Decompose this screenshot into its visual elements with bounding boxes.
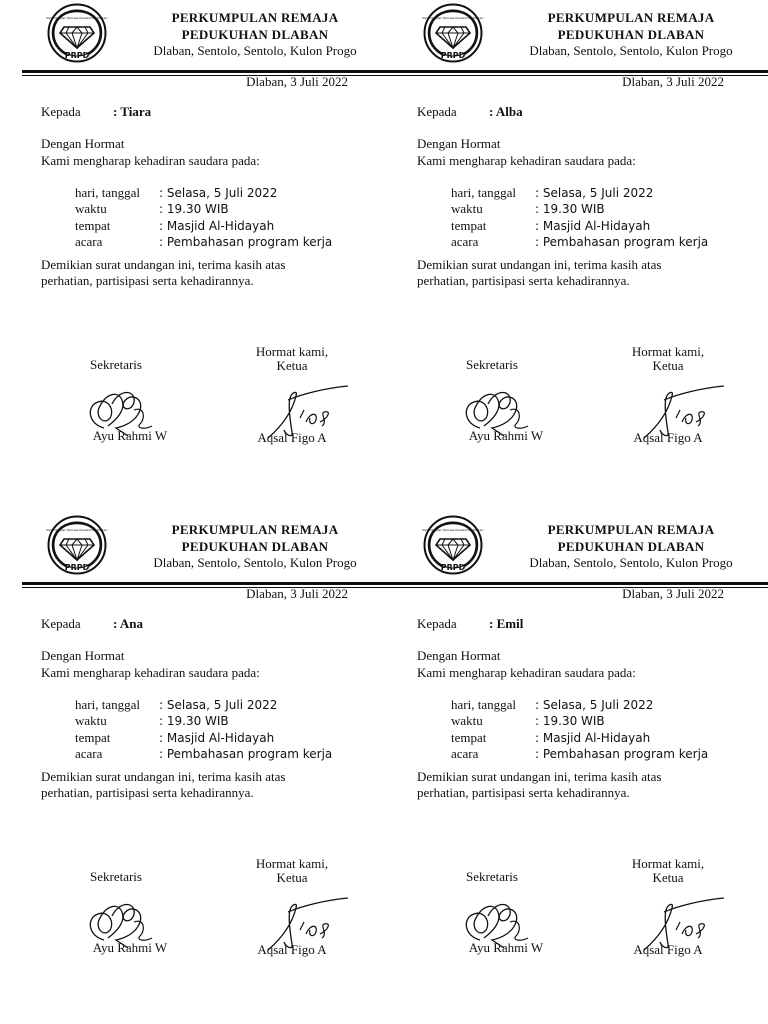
detail-value: : 19.30 WIB: [159, 714, 229, 729]
detail-row-time: [451, 713, 708, 729]
closing-line-2: perhatian, partisipasi serta kehadirannya.: [41, 785, 254, 800]
detail-label: tempat: [451, 729, 487, 745]
detail-label: acara: [451, 745, 479, 761]
closing-line-1: Demikian surat undangan ini, terima kasih atas: [41, 257, 286, 272]
detail-value: : 19.30 WIB: [535, 714, 605, 729]
detail-value: : Selasa, 5 Juli 2022: [159, 698, 278, 712]
svg-text:Perkumpulan Remaja Pedukuhan D: Perkumpulan Remaja Pedukuhan Dlaban: [46, 16, 108, 20]
detail-row-agenda: [75, 746, 332, 762]
chair-name: Aqsal Figo A: [257, 942, 327, 957]
closing-line-2: perhatian, partisipasi serta kehadirannya.: [417, 273, 630, 288]
org-logo: [418, 3, 488, 63]
detail-label: acara: [451, 233, 479, 249]
recipient-row: [417, 104, 523, 120]
intro-text: Kami mengharap kehadiran saudara pada:: [41, 153, 260, 168]
recipient-name: : Alba: [489, 104, 523, 119]
detail-row-place: [451, 218, 708, 234]
recipient-row: [41, 104, 151, 120]
org-address: Dlaban, Sentolo, Sentolo, Kulon Progo: [529, 43, 733, 58]
detail-label: tempat: [75, 217, 111, 233]
recipient-label: Kepada: [417, 616, 457, 631]
detail-label: acara: [75, 233, 103, 249]
recipient-name: : Ana: [113, 616, 143, 631]
letter-date: Dlaban, 3 Juli 2022: [246, 586, 348, 601]
invitation-letter: [22, 0, 398, 500]
org-logo: [42, 3, 112, 63]
svg-text:PRPD: PRPD: [64, 563, 90, 572]
detail-label: tempat: [75, 729, 111, 745]
closing-line-1: Demikian surat undangan ini, terima kasih atas: [417, 257, 662, 272]
chair-name: Aqsal Figo A: [633, 430, 703, 445]
salutation: Dengan Hormat: [41, 136, 125, 151]
detail-value: : Selasa, 5 Juli 2022: [159, 186, 278, 200]
org-name-line2: PEDUKUHAN DLABAN: [557, 27, 705, 42]
detail-row-date: [75, 185, 332, 201]
svg-text:PRPD: PRPD: [440, 563, 466, 572]
event-details: [451, 697, 708, 762]
detail-value: : Pembahasan program kerja: [159, 746, 333, 761]
detail-row-agenda: [451, 234, 708, 250]
invitation-letter: [398, 512, 768, 1012]
org-logo: [42, 515, 112, 575]
detail-value: : Masjid Al-Hidayah: [535, 218, 651, 233]
event-details: [75, 697, 332, 762]
org-name-line2: PEDUKUHAN DLABAN: [557, 539, 705, 554]
chair-greeting: Hormat kami,: [255, 344, 329, 359]
chair-role: Ketua: [652, 358, 684, 373]
detail-label: acara: [75, 745, 103, 761]
detail-row-time: [451, 201, 708, 217]
event-details: [75, 185, 332, 250]
detail-label: hari, tanggal: [451, 185, 516, 200]
detail-row-agenda: [451, 746, 708, 762]
salutation: Dengan Hormat: [417, 136, 501, 151]
org-name-line1: PERKUMPULAN REMAJA: [171, 522, 339, 537]
detail-value: : Pembahasan program kerja: [535, 746, 709, 761]
org-name-line2: PEDUKUHAN DLABAN: [181, 27, 329, 42]
recipient-label: Kepada: [41, 616, 81, 631]
recipient-name: : Tiara: [113, 104, 152, 119]
detail-row-time: [75, 713, 332, 729]
chair-role: Ketua: [652, 870, 684, 885]
svg-text:PRPD: PRPD: [440, 51, 466, 60]
letter-date: Dlaban, 3 Juli 2022: [622, 74, 724, 89]
closing-line-2: perhatian, partisipasi serta kehadirannya.: [41, 273, 254, 288]
recipient-name: : Emil: [489, 616, 524, 631]
detail-value: : Masjid Al-Hidayah: [159, 218, 275, 233]
letter-date: Dlaban, 3 Juli 2022: [622, 586, 724, 601]
header-divider-thick: [398, 582, 768, 585]
org-name-line1: PERKUMPULAN REMAJA: [547, 10, 715, 25]
detail-row-place: [451, 730, 708, 746]
detail-row-place: [75, 218, 332, 234]
org-name-line1: PERKUMPULAN REMAJA: [547, 522, 715, 537]
org-address: Dlaban, Sentolo, Sentolo, Kulon Progo: [153, 555, 357, 570]
recipient-label: Kepada: [417, 104, 457, 119]
detail-value: : Selasa, 5 Juli 2022: [535, 186, 654, 200]
org-logo: [418, 515, 488, 575]
org-address: Dlaban, Sentolo, Sentolo, Kulon Progo: [153, 43, 357, 58]
chair-greeting: Hormat kami,: [631, 856, 705, 871]
closing-line-1: Demikian surat undangan ini, terima kasih atas: [41, 769, 286, 784]
detail-label: hari, tanggal: [75, 185, 140, 200]
detail-label: hari, tanggal: [75, 697, 140, 712]
detail-row-time: [75, 201, 332, 217]
detail-row-agenda: [75, 234, 332, 250]
intro-text: Kami mengharap kehadiran saudara pada:: [417, 153, 636, 168]
svg-text:Perkumpulan Remaja Pedukuhan D: Perkumpulan Remaja Pedukuhan Dlaban: [422, 16, 484, 20]
detail-row-place: [75, 730, 332, 746]
secretary-name: Ayu Rahmi W: [468, 428, 544, 443]
header-divider-thick: [398, 70, 768, 73]
svg-text:PRPD: PRPD: [64, 51, 90, 60]
svg-text:Perkumpulan Remaja Pedukuhan D: Perkumpulan Remaja Pedukuhan Dlaban: [422, 528, 484, 532]
salutation: Dengan Hormat: [41, 648, 125, 663]
detail-value: : Masjid Al-Hidayah: [159, 730, 275, 745]
detail-row-date: [451, 697, 708, 713]
secretary-name: Ayu Rahmi W: [92, 940, 168, 955]
detail-value: : Selasa, 5 Juli 2022: [535, 698, 654, 712]
detail-label: waktu: [451, 201, 483, 217]
detail-value: : Pembahasan program kerja: [159, 234, 333, 249]
chair-name: Aqsal Figo A: [257, 430, 327, 445]
detail-row-date: [75, 697, 332, 713]
detail-value: : Pembahasan program kerja: [535, 234, 709, 249]
org-address: Dlaban, Sentolo, Sentolo, Kulon Progo: [529, 555, 733, 570]
closing-line-1: Demikian surat undangan ini, terima kasih atas: [417, 769, 662, 784]
svg-text:Perkumpulan Remaja Pedukuhan D: Perkumpulan Remaja Pedukuhan Dlaban: [46, 528, 108, 532]
secretary-name: Ayu Rahmi W: [468, 940, 544, 955]
intro-text: Kami mengharap kehadiran saudara pada:: [417, 665, 636, 680]
detail-label: tempat: [451, 217, 487, 233]
invitation-letter: [22, 512, 398, 1012]
chair-role: Ketua: [276, 870, 308, 885]
detail-value: : Masjid Al-Hidayah: [535, 730, 651, 745]
invitation-letter: [398, 0, 768, 500]
org-name-line1: PERKUMPULAN REMAJA: [171, 10, 339, 25]
closing-line-2: perhatian, partisipasi serta kehadirannya.: [417, 785, 630, 800]
recipient-row: [41, 616, 143, 632]
recipient-label: Kepada: [41, 104, 81, 119]
detail-value: : 19.30 WIB: [535, 202, 605, 217]
secretary-name: Ayu Rahmi W: [92, 428, 168, 443]
secretary-role: Sekretaris: [90, 869, 142, 884]
recipient-row: [417, 616, 523, 632]
secretary-role: Sekretaris: [90, 357, 142, 372]
chair-greeting: Hormat kami,: [255, 856, 329, 871]
org-name-line2: PEDUKUHAN DLABAN: [181, 539, 329, 554]
letter-date: Dlaban, 3 Juli 2022: [246, 74, 348, 89]
detail-value: : 19.30 WIB: [159, 202, 229, 217]
header-divider-thick: [22, 582, 398, 585]
secretary-role: Sekretaris: [466, 357, 518, 372]
secretary-role: Sekretaris: [466, 869, 518, 884]
detail-row-date: [451, 185, 708, 201]
detail-label: waktu: [451, 713, 483, 729]
detail-label: hari, tanggal: [451, 697, 516, 712]
chair-greeting: Hormat kami,: [631, 344, 705, 359]
detail-label: waktu: [75, 201, 107, 217]
event-details: [451, 185, 708, 250]
salutation: Dengan Hormat: [417, 648, 501, 663]
chair-role: Ketua: [276, 358, 308, 373]
chair-name: Aqsal Figo A: [633, 942, 703, 957]
header-divider-thick: [22, 70, 398, 73]
intro-text: Kami mengharap kehadiran saudara pada:: [41, 665, 260, 680]
detail-label: waktu: [75, 713, 107, 729]
